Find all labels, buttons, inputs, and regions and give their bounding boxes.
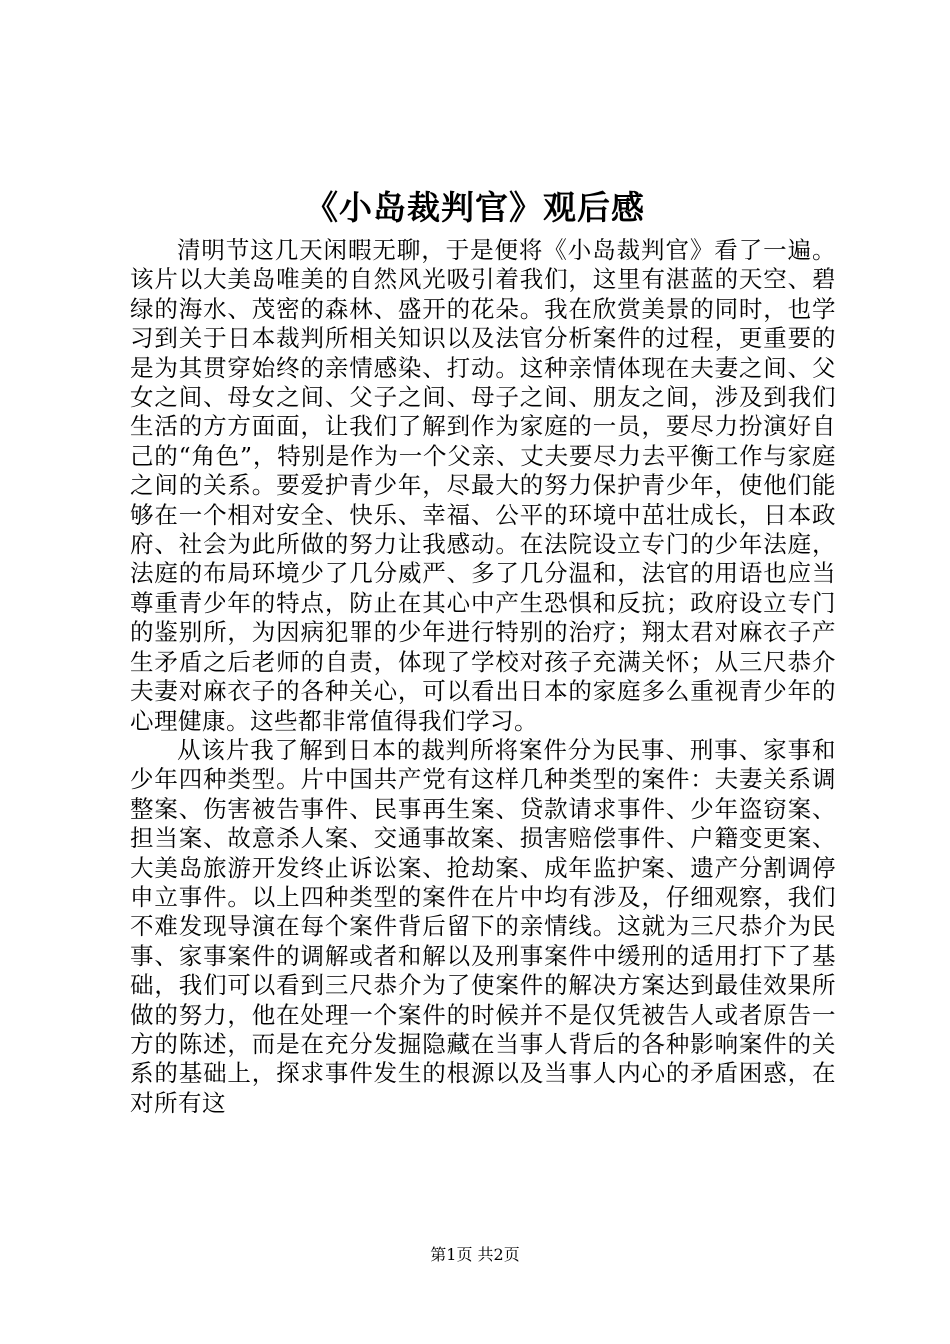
document-body: [130, 236, 836, 1118]
paragraph: 从该片我了解到日本的裁判所将案件分为民事、刑事、家事和少年四种类型。片中国共产党有这样几种类型的案件：夫妻关系调整案、伤害被告事件、民事再生案、贷款请求事件、少年盗窃案、担当案、故意杀人案、交通事故案、损害赔偿事件、户籍变更案、大美岛旅游开发终止诉讼案、抢劫案、成年监护案、遗产分割调停申立事件。以上四种类型的案件在片中均有涉及，仔细观察，我们不难发现导演在每个案件背后留下的亲情线。这就为三尺恭介为民事、家事案件的调解或者和解以及刑事案件中缓刑的适用打下了基础，我们可以看到三尺恭介为了使案件的解决方案达到最佳效果所做的努力，他在处理一个案件的时候并不是仅凭被告人或者原告一方的陈述，而是在充分发掘隐藏在当事人背后的各种影响案件的关系的基础上，探求事件发生的根源以及当事人内心的矛盾困惑，在对所有这: [130, 735, 836, 1117]
page-footer: 第1页 共2页: [430, 1245, 520, 1264]
document-title: 《小岛裁判官》观后感: [305, 188, 645, 227]
paragraph: 清明节这几天闲暇无聊，于是便将《小岛裁判官》看了一遍。该片以大美岛唯美的自然风光吸引着我们，这里有湛蓝的天空、碧绿的海水、茂密的森林、盛开的花朵。我在欣赏美景的同时，也学习到关于日本裁判所相关知识以及法官分析案件的过程，更重要的是为其贯穿始终的亲情感染、打动。这种亲情体现在夫妻之间、父女之间、母女之间、父子之间、母子之间、朋友之间，涉及到我们生活的方方面面，让我们了解到作为家庭的一员，要尽力扮演好自己的“角色”，特别是作为一个父亲、丈夫要尽力去平衡工作与家庭之间的关系。要爱护青少年，尽最大的努力保护青少年，使他们能够在一个相对安全、快乐、幸福、公平的环境中茁壮成长，日本政府、社会为此所做的努力让我感动。在法院设立专门的少年法庭，法庭的布局环境少了几分威严、多了几分温和，法官的用语也应当尊重青少年的特点，防止在其心中产生恐惧和反抗；政府设立专门的鉴别所，为因病犯罪的少年进行特别的治疗；翔太君对麻衣子产生矛盾之后老师的自责，体现了学校对孩子充满关怀；从三尺恭介夫妻对麻衣子的各种关心，可以看出日本的家庭多么重视青少年的心理健康。这些都非常值得我们学习。: [130, 236, 836, 735]
